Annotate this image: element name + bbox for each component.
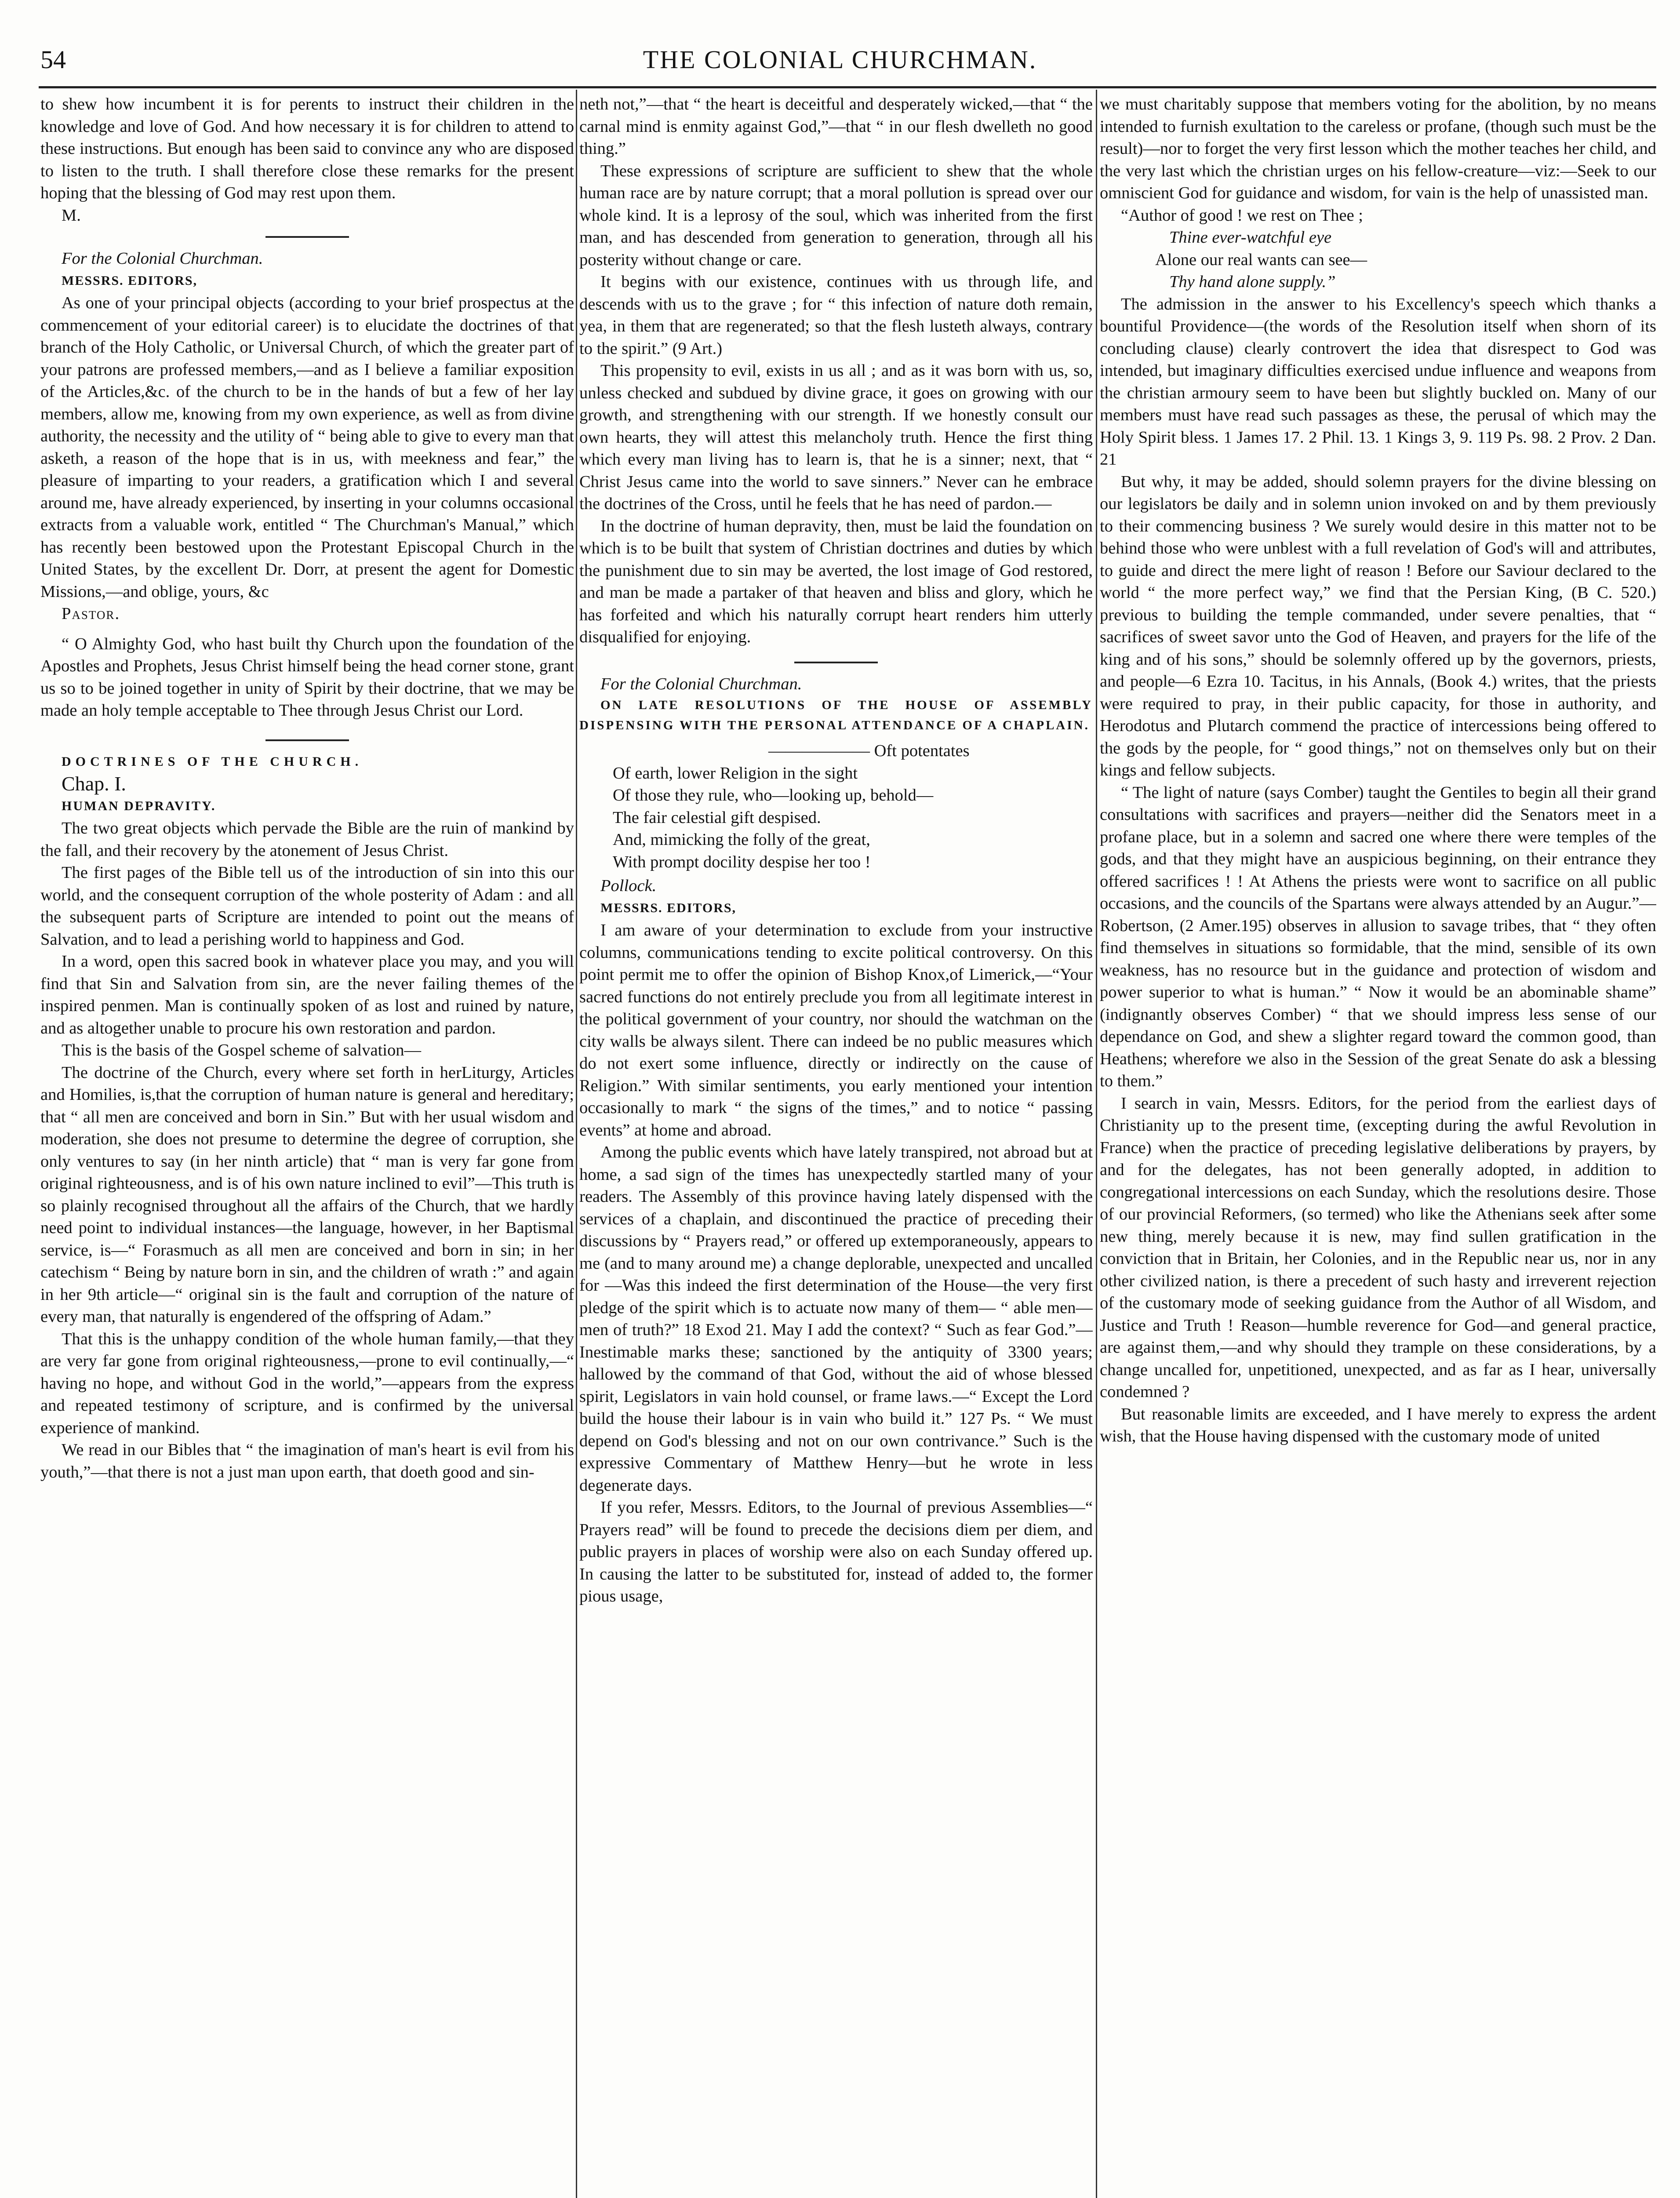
paragraph: This propensity to evil, exists in us all ; and as it was born with us, so, unless checked and subdued by divine grace, it goes on growing with our growth, and strengthening with our strength. If we honestly consult our own hearts, they will attest this melancholy truth. Hence the first thing which every man living has to learn is, that he is a sinner; next, that “ Christ Jesus came into the world to save sinners.” Never can he embrace the doctrines of the Cross, until he feels that he has need of pardon.— [579,361,1093,513]
verse-line: The fair celestial gift despised. [613,808,821,827]
paragraph: “ The light of nature (says Comber) taught the Gentiles to begin all their grand consultations with sacrifices and prayers—neither did the Senators meet in a profane place, but in a solemn and sacred one where there were temples of the gods, and that they might have an auspicious beginning, on their entrance they offered sacrifices ! ! At Athens the priests were wont to sacrifice on all public occasions, and the councils of the Spartans were always attended by an Augur.”—Robertson, (2 Amer.195) observes in allusion to savage tribes, that “ they often find themselves in situations so formidable, that the mind, sensible of its own weakness, has no resource but in the guidance and protection of wisdom and power superior to what is human.” “ Now it would be an abominable shame” (indignantly observes Comber) “ that we should impress less sense of our dependance on God, and shew a slighter regard toward the common good, than Heathens; wherefore we also in the Session of the great Senate do ask a blessing to them.” [1100,783,1656,1090]
column-divider-1 [576,90,577,2198]
paragraph: to shew how incumbent it is for perents to instruct their children in the knowledge and love of God. And how necessary it is for children to attend to these instructions. But enough has been said to convince any who are disposed to listen to the truth. I shall therefore close these remarks for the present hoping that the blessing of God may rest upon them. [40,95,574,202]
salutation: MESSRS. EDITORS, [62,273,198,288]
verse-line: “Author of good ! we rest on Thee ; [1121,206,1363,225]
paragraph: That this is the unhappy condition of the whole human family,—that they are very far gone from original righteousness,—prone to evil continually,—“ having no hope, and without God in the world,”—appears from the express and repeated testimony of scripture, and is confirmed by the universal experience of mankind. [40,1329,574,1437]
verse-line: Of earth, lower Religion in the sight [613,764,858,782]
column-2 [579,93,1093,2198]
paragraph: It begins with our existence, continues with us through life, and descends with us to the grave ; for “ this infection of nature doth remain, yea, in them that are regenerated; so that the flesh lusteth always, contrary to the spirit.” (9 Art.) [579,273,1093,358]
column-divider-2 [1096,90,1097,2198]
verse-line: Of those they rule, who—looking up, behold— [613,786,934,804]
column-1 [40,93,574,2198]
verse-line: Thy hand alone supply.” [1169,273,1336,291]
section-rule [265,739,349,741]
paragraph: we must charitably suppose that members voting for the abolition, by no means intended to furnish exultation to the careless or profane, (though such must be the result)—nor to forget the very first lesson which the mother teaches her child, and the very last which the christian urges on his fellow-creature—viz:—Seek to our omniscient God for guidance and wisdom, for vain is the help of unassisted man. [1100,95,1656,202]
paragraph: In a word, open this sacred book in whatever place you may, and you will find that Sin and Salvation from sin, are the never failing themes of the inspired penmen. Man is continually spoken of as lost and ruined by nature, and as altogether unable to procure his own restoration and pardon. [40,952,574,1037]
verse-line: Alone our real wants can see— [1155,250,1367,269]
salutation: MESSRS. EDITORS, [600,900,737,915]
paragraph: The two great objects which pervade the Bible are the ruin of mankind by the fall, and their recovery by the atonement of Jesus Christ. [40,819,574,860]
paragraph: If you refer, Messrs. Editors, to the Journal of previous Assemblies—“ Prayers read” will be found to precede the decisions diem per diem, and public prayers in places of worship were also on each Sunday offered up. In causing the latter to be substituted for, instead of added to, the former pious usage, [579,1498,1093,1605]
paragraph: But why, it may be added, should solemn prayers for the divine blessing on our legislators be daily and in solemn union invoked on and by them previously to their commencing business ? We surely would desire in this matter not to be behind those who were unblest with a full revelation of God's will and attributes, to guide and direct the mere light of reason ! Before our Saviour declared to the world “ the more perfect way,” we find that the Persian King, (B C. 520.) previous to building the temple commanded, under severe penalties, that “ sacrifices of sweet savor unto the God of Heaven, and prayers for the life of the king and of his sons,” should be solemnly offered up by the governors, priests, and people—6 Ezra 10. Tacitus, in his Annals, (Book 4.) writes, that the priests were required to pray, in their public capacity, for those in authority, and Herodotus and Plutarch commend the practice of intercessions being offered to the gods by the people, for “ good things,” not on themselves only but on their kings and fellow subjects. [1100,472,1656,779]
verse-line: With prompt docility despise her too ! [613,852,871,871]
paragraph: The admission in the answer to his Excellency's speech which thanks a bountiful Providence—(the words of the Resolution itself when shorn of its concluding clause) clearly controvert the idea that disrespect to God was intended, but imaginary difficulties exercised undue influence and weapons from the christian armoury seem to have been but slightly buckled on. Many of our members must have read such passages as these, the perusal of which may the Holy Spirit bless. 1 James 17. 2 Phil. 13. 1 Kings 3, 9. 119 Ps. 98. 2 Prov. 2 Dan. 21 [1100,295,1656,469]
section-heading: For the Colonial Churchman. [600,674,802,693]
verse-attribution: Pollock. [600,877,657,895]
paragraph: As one of your principal objects (according to your brief prospectus at the commencement of your editorial career) is to elucidate the doctrines of that branch of the Holy Catholic, or Universal Church, of which the greater part of your patrons are professed members,—and as I believe a familiar exposition of the Articles,&c. of the church to be in the hands of but a few of her lay members, allow me, knowing from my own experience, as well as from divine authority, the necessity and the utility of “ being able to give to every man that asketh, a reason of the hope that is in us, with meekness and fear,” the pleasure of imparting to your readers, a gratification which I and several around me, have already experienced, by inserting in your columns occasional extracts from a valuable work, entitled “ The Churchman's Manual,” which has recently been bestowed upon the Protestant Episcopal Church in the United States, by the excellent Dr. Dorr, at present the agent for Domestic Missions,—and oblige, yours, &c [40,294,574,601]
paragraph: We read in our Bibles that “ the imagination of man's heart is evil from his youth,”—that there is not a just man upon earth, that doeth good and sin- [40,1441,574,1481]
prayer-paragraph: “ O Almighty God, who hast built thy Church upon the foundation of the Apostles and Prophets, Jesus Christ himself being the head corner stone, grant us so to be joined together in unity of Spirit by their doctrine, that we may be made an holy temple acceptable to Thee through Jesus Christ our Lord. [40,634,574,720]
chapter-subheading: HUMAN DEPRAVITY. [62,798,216,813]
paragraph: The doctrine of the Church, every where set forth in herLiturgy, Articles and Homilies, is,that the corruption of human nature is general and hereditary; that “ all men are conceived and born in Sin.” But with her usual wisdom and moderation, she does not presume to determine the degree of corruption, she only ventures to say (in her ninth article) that “ man is very far gone from original righteousness, and is of his own nature inclined to evil”—This truth is so plainly recognised throughout all the affairs of the Church, that we hardly need point to individual instances—the language, however, in her Baptismal service, is—“ Forasmuch as all men are conceived and born in sin; in her catechism “ Being by nature born in sin, and the children of wrath :” and again in her 9th article—“ original sin is the fault and corruption of the nature of every man, that naturally is engendered of the offspring of Adam.” [40,1063,574,1326]
masthead-title: THE COLONIAL CHURCHMAN. [643,45,1037,74]
section-rule [794,662,878,663]
paragraph: Among the public events which have lately transpired, not abroad but at home, a sad sign of the times has unexpectedly startled many of your readers. The Assembly of this province having lately dispensed with the services of a chaplain, and discontinued the practice of preceding their discussions by “ Prayers read,” or offered up extemporaneously, appears to me (and to many around me) a change deplorable, unexpected and uncalled for —Was this indeed the first determination of the House—the very first pledge of the spirit which is to actuate now many of them— “ able men—men of truth?” 18 Exod 21. May I add the context? “ Such as fear God.”—Inestimable marks these; sanctioned by the antiquity of 3300 years; hallowed by the command of that God, without the aid of whose blessed spirit, Legislators in vain hold counsel, or frame laws.—“ Except the Lord build the house their labour is in vain who build it.” 127 Ps. “ We must depend on God's blessing and not on our own contrivance.” Such is the expressive Commentary of Matthew Henry—but he wrote in less degenerate days. [579,1143,1093,1495]
paragraph: In the doctrine of human depravity, then, must be laid the foundation on which is to be built that system of Christian doctrines and duties by which the punishment due to sin may be averted, the lost image of God restored, and man be made a partaker of that heaven and bliss and glory, which he has forfeited and which his naturally corrupt heart renders him utterly disqualified for enjoying. [579,517,1093,646]
column-3 [1100,93,1656,2198]
signature-m: M. [62,206,81,225]
hymn-verse-block [1100,204,1656,293]
verse-block [579,740,1093,873]
spacer [40,625,574,633]
paragraph: The first pages of the Bible tell us of the introduction of sin into this our world, and the consequent corruption of the whole posterity of Adam : and all the subsequent parts of Scripture are intended to point out the means of Salvation, and to lead a perishing world to happiness and God. [40,863,574,949]
verse-line: —————— Oft potentates [768,742,970,760]
signature-pastor: Pastor. [62,604,120,623]
section-rule [265,236,349,238]
paragraph: neth not,”—that “ the heart is deceitful and desperately wicked,—that “ the carnal mind is enmity against God,”—that “ in our flesh dwelleth no good thing.” [579,95,1093,158]
paragraph: I search in vain, Messrs. Editors, for the period from the earliest days of Christianity up to the present time, (excepting during the awful Revolution in France) when the practice of preceding legislative deliberations by prayers, by and for the delegates, has not been generally adopted, in addition to congregational intercessions on each Sunday, which the resolutions desire. Those of our provincial Reformers, (so termed) who like the Athenians seek after some new thing, merely because it is new, may find sullen gratification in the conviction that in Britain, her Colonies, and in the Republic near us, nor in any other civilized nation, is there a precedent of such hasty and irreverent rejection of the customary mode of seeking guidance from the Author of all Wisdom, and Justice and Truth ! Reason—humble reverence for God—and general practice, are against them,—and why should they trample on these considerations, by a change uncalled for, unpetitioned, unexpected, and as far as I hear, universally condemned ? [1100,1094,1656,1401]
doctrines-heading: DOCTRINES OF THE CHURCH. [62,754,363,769]
paragraph: But reasonable limits are exceeded, and I have merely to express the ardent wish, that the House having dispensed with the customary mode of united [1100,1405,1656,1445]
paragraph: These expressions of scripture are sufficient to shew that the whole human race are by nature corrupt; that a moral pollution is spread over our whole kind. It is a leprosy of the soul, which was inherited from the first man, and has descended from generation to generation, through all his posterity without change or care. [579,161,1093,269]
verse-line: Thine ever-watchful eye [1169,228,1332,247]
page-number: 54 [40,45,66,74]
paragraph: I am aware of your determination to exclude from your instructive columns, communications tending to excite political controversy. On this point permit me to offer the opinion of Bishop Knox,of Limerick,—“Your sacred functions do not entirely preclude you from all legitimate interest in the political government of your country, nor should the watchman on the city walls be always silent. There can indeed be no public measures which do not exert some influence, directly or indirectly on the cause of Religion.” With similar sentiments, you early mentioned your intention occasionally to mark “ the signs of the times,” and to notice “ passing events” at home and abroad. [579,921,1093,1139]
article-title: ON LATE RESOLUTIONS OF THE HOUSE OF ASSEMBLY DISPENSING WITH THE PERSONAL ATTENDANCE OF A CHAPLAIN. [579,698,1093,732]
paragraph: This is the basis of the Gospel scheme of salvation— [62,1041,421,1059]
header-rule [39,86,1656,88]
section-heading: For the Colonial Churchman. [62,249,263,268]
chapter-heading: Chap. I. [62,772,126,795]
verse-line: And, mimicking the folly of the great, [613,830,870,849]
